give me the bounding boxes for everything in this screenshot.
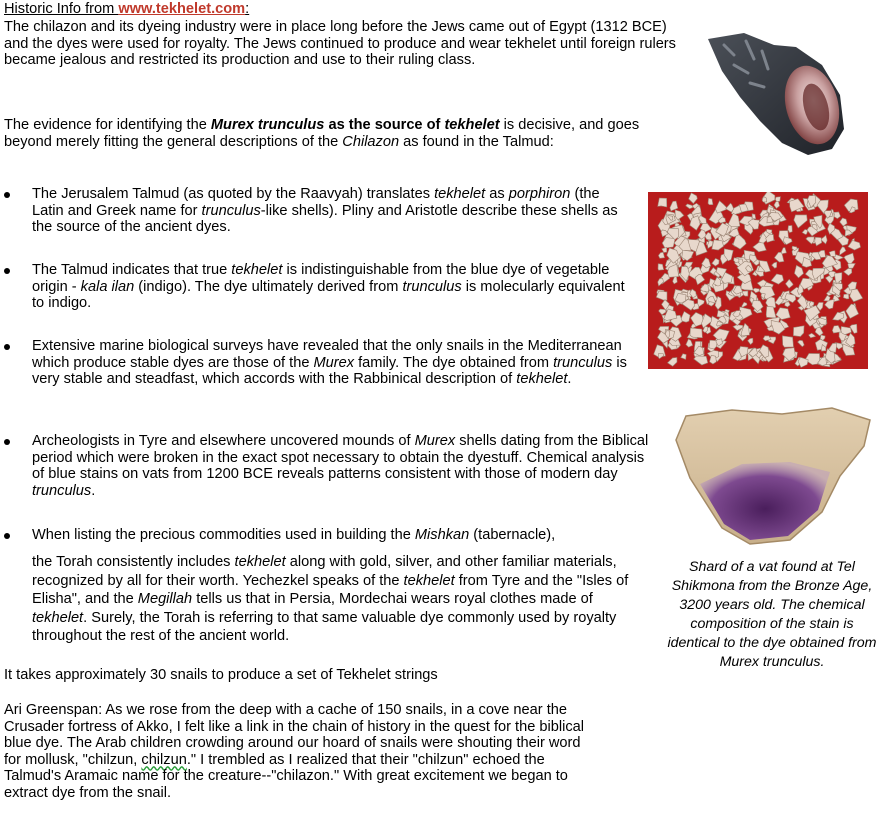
evidence-paragraph	[4, 117, 664, 150]
spellcheck-word: chilzun	[141, 751, 187, 768]
bullet-em: kala ilan	[80, 278, 135, 295]
bullet-text: is indistinguishable from the blue dye of vegetable origin -	[32, 262, 610, 295]
torah-em: tekhelet	[403, 572, 455, 589]
bullet-text: is very stable and steadfast, which accords with the Rabbinical description of	[32, 354, 627, 387]
list-item	[4, 433, 650, 499]
bullet-text: as	[485, 186, 509, 202]
snails-line: It takes approximately 30 snails to produce a set of Tekhelet strings	[4, 667, 438, 683]
bullet-em: Murex	[414, 433, 456, 449]
shell-fragment	[843, 294, 849, 299]
bullet-dot	[4, 192, 10, 198]
bullet-dot	[4, 344, 10, 350]
bullet-text: The Talmud indicates that true	[32, 262, 232, 278]
bullet-em: Mishkan	[414, 527, 470, 543]
bullet-list	[4, 527, 654, 544]
bullet-text: shells dating from the Biblical period which were broken in the exact spot necessary to obtain the dyestuff. Chemical analysis of blue stains on vats from 1200 BCE reveals patterns consistent with those of modern day	[32, 433, 649, 482]
torah-text: tells us that in Persia, Mordechai wears royal clothes made of	[192, 591, 593, 608]
intro-paragraph: The chilazon and its dyeing industry were in place long before the Jews came out of Egypt (1312 BCE) and the dyes were used for royalty. The Jews continued to produce and wear tekhelet until foreign rulers became jealous and restricted its production and use to their ruling class.	[4, 19, 676, 68]
bullet-list	[4, 338, 654, 388]
list-item	[4, 186, 632, 236]
crushed-shells-image	[648, 192, 868, 369]
greenspan-text: ." I trembled as I realized that their "chilzun" echoed the Talmud's Aramaic name for the creature--"chilazon." With great excitement we began to extract dye from the snail.	[4, 751, 568, 801]
shell-fragment	[658, 198, 667, 207]
greenspan-text: Ari Greenspan: As we rose from the deep with a cache of 150 snails, in a cove near the Crusader fortress of Akko, I felt like a link in the chain of history in the quest for the biblical blue dye. The Arab children crowding around our hoard of snails were shouting their word for mollusk, "chilzun,	[4, 702, 584, 768]
bullet-em: porphiron	[508, 186, 571, 202]
shard-caption: Shard of a vat found at Tel Shikmona from the Bronze Age, 3200 years old. The chemical composition of the stain is identical to the dye obtained from Murex trunculus.	[667, 559, 877, 670]
bullet-dot	[4, 268, 10, 274]
list-item	[4, 262, 632, 312]
evidence-em-1: Murex trunculus	[210, 117, 325, 133]
bullet-dot	[4, 533, 10, 539]
bullet-text: (tabernacle),	[469, 527, 556, 543]
torah-text: the Torah consistently includes	[32, 554, 235, 570]
bullet-text: .	[91, 482, 96, 499]
header-line	[4, 1, 249, 18]
evidence-em-3: Chilazon	[342, 133, 400, 150]
torah-em: Megillah	[137, 591, 193, 608]
bullet-text: The Jerusalem Talmud (as quoted by the Raavyah) translates	[32, 186, 435, 202]
vat-shard-image	[672, 406, 878, 546]
bullet-list	[4, 262, 654, 312]
bullet-em: trunculus	[32, 482, 92, 499]
header-colon: :	[245, 1, 250, 17]
shell-fragment	[775, 197, 780, 202]
torah-em: tekhelet	[32, 609, 84, 626]
evidence-bold-1: as the source of	[324, 117, 445, 133]
shell-fragment	[690, 328, 702, 338]
torah-paragraph	[32, 553, 642, 646]
shell-fragment	[708, 198, 713, 204]
bullet-em: trunculus	[402, 278, 462, 295]
greenspan-paragraph	[4, 702, 600, 801]
tekhelet-link[interactable]: www.tekhelet.com	[118, 1, 246, 17]
torah-em: tekhelet	[234, 554, 286, 570]
evidence-text-2: is decisive, and goes beyond merely fitting the general descriptions of the	[4, 117, 640, 150]
bullet-text: (the Latin and Greek name for	[32, 186, 600, 219]
bullet-list	[4, 186, 654, 236]
bullet-text: .	[567, 371, 572, 387]
shell-fragment	[752, 214, 756, 219]
bullet-text: Extensive marine biological surveys have revealed that the only snails in the Mediterranean which produce stable dyes are those of the	[32, 338, 622, 371]
bullet-em: trunculus	[201, 202, 261, 219]
evidence-em-2: tekhelet	[444, 117, 500, 133]
list-item	[4, 338, 642, 388]
bullet-em: tekhelet	[434, 186, 486, 202]
bullet-em: Murex	[313, 354, 355, 371]
murex-shell-image	[704, 25, 850, 159]
evidence-text-1: The evidence for identifying the	[4, 117, 211, 133]
torah-text: along with gold, silver, and other familiar materials, recognized by all for their worth. Yechezkel speaks of the	[32, 554, 617, 589]
bullet-text: is molecularly equivalent to indigo.	[32, 278, 625, 311]
torah-text: . Surely, the Torah is referring to that same valuable dye commonly used by royalty throughout the rest of the ancient world.	[32, 609, 617, 645]
torah-text: from Tyre and the "Isles of Elisha", and the	[32, 572, 629, 608]
bullet-dot	[4, 439, 10, 445]
bullet-text: -like shells). Pliny and Aristotle describe these shells as the source of the ancient dyes.	[32, 202, 618, 235]
bullet-text: When listing the precious commodities used in building the	[32, 527, 415, 543]
header-label: Historic Info from	[4, 1, 119, 17]
bullet-em: tekhelet	[516, 371, 568, 387]
bullet-text: family. The dye obtained from	[354, 354, 554, 371]
list-item	[4, 527, 650, 544]
bullet-em: tekhelet	[231, 262, 283, 278]
bullet-em: trunculus	[553, 354, 613, 371]
shell-fragment	[782, 336, 793, 347]
bullet-text: (indigo). The dye ultimately derived from	[134, 278, 403, 295]
bullet-text: Archeologists in Tyre and elsewhere uncovered mounds of	[32, 433, 415, 449]
evidence-text-3: as found in the Talmud:	[399, 133, 554, 150]
bullet-list	[4, 433, 654, 499]
